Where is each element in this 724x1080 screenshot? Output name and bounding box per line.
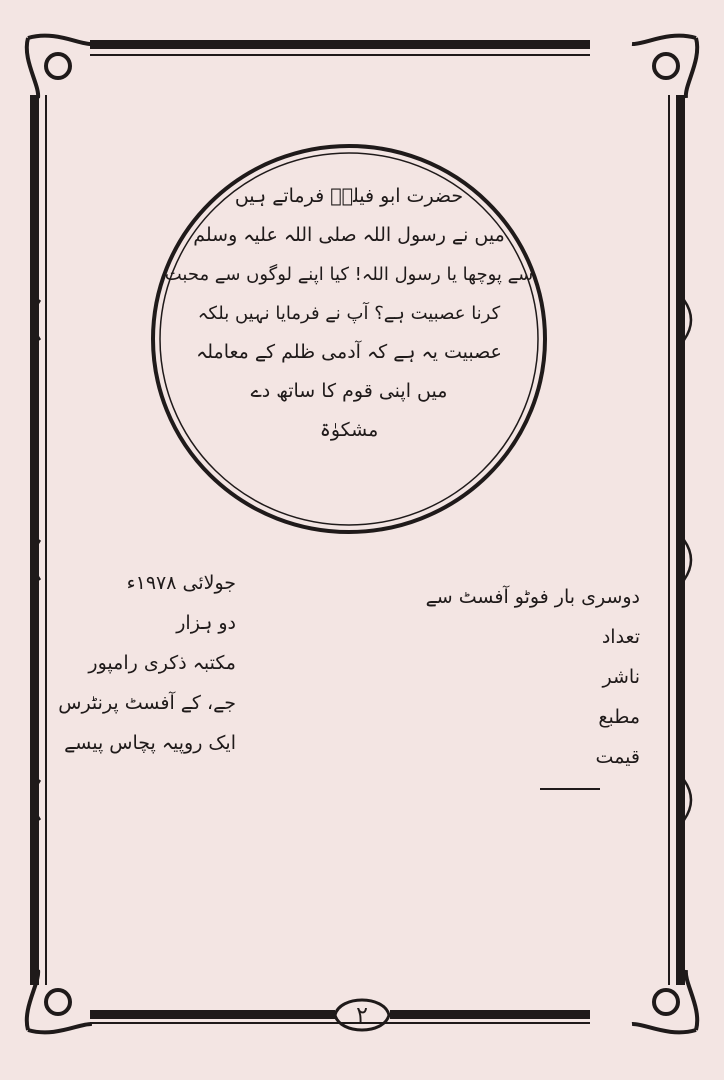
quote-line: میں اپنی قوم کا ساتھ دے	[250, 380, 448, 402]
imprint-value-quantity: دو ہزار	[176, 612, 236, 634]
quote-line: کرنا عصبیت ہے؟ آپ نے فرمایا نہیں بلکہ	[197, 303, 501, 324]
imprint-labels	[410, 577, 640, 777]
quote-line: سے پوچھا یا رسول اللہ! کیا اپنے لوگوں سے محبت	[164, 264, 534, 285]
imprint-value-press: جے، کے آفسٹ پرنٹرس	[58, 692, 236, 714]
quote-line: حضرت ابو فیلہؓ فرماتے ہیں	[234, 185, 464, 207]
quote-line: عصبیت یہ ہے کہ آدمی ظلم کے معاملہ	[196, 341, 502, 363]
imprint-label-quantity: تعداد	[601, 626, 640, 648]
imprint-label-press: مطبع	[598, 706, 640, 728]
page-number: ۲	[356, 1003, 368, 1028]
imprint-value-date: جولائی ۱۹۷۸ء	[126, 572, 236, 594]
quote-source: مشکوٰۃ	[319, 419, 379, 441]
imprint-value-price: ایک روپیہ پچاس پیسے	[64, 732, 236, 754]
quote-line: میں نے رسول اللہ صلی اللہ علیہ وسلم	[193, 224, 505, 246]
imprint-label-price: قیمت	[595, 746, 640, 768]
imprint-value-publisher: مکتبہ ذکری رامپور	[88, 652, 236, 674]
imprint-label-edition: دوسری بار فوٹو آفسٹ سے	[425, 586, 640, 608]
hadith-quote	[150, 177, 548, 450]
quote-medallion	[150, 143, 548, 535]
imprint-label-publisher: ناشر	[602, 666, 640, 688]
imprint-values	[36, 563, 236, 763]
